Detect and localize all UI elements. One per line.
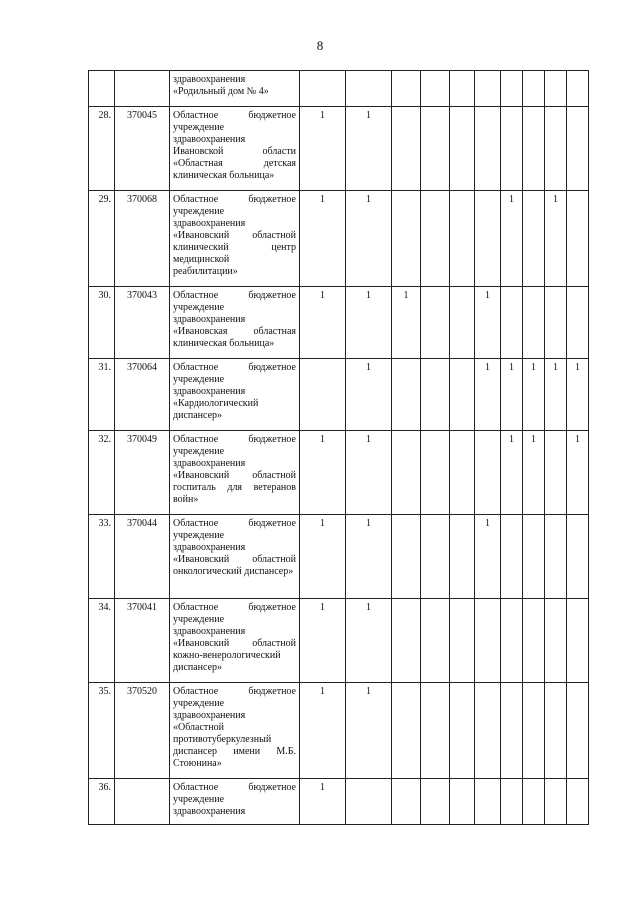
value-cell: 1 bbox=[300, 107, 346, 191]
row-number-cell: 28. bbox=[89, 107, 115, 191]
value-cell: 1 bbox=[545, 191, 567, 287]
value-cell: 1 bbox=[300, 515, 346, 599]
row-number-cell: 29. bbox=[89, 191, 115, 287]
value-cell: 1 bbox=[346, 287, 392, 359]
value-cell bbox=[392, 431, 421, 515]
value-cell bbox=[421, 191, 450, 287]
value-cell bbox=[392, 599, 421, 683]
value-cell bbox=[346, 71, 392, 107]
value-cell bbox=[392, 359, 421, 431]
table-row bbox=[89, 599, 589, 683]
value-cell bbox=[567, 779, 589, 825]
value-cell: 1 bbox=[523, 359, 545, 431]
value-cell bbox=[475, 599, 501, 683]
value-cell bbox=[450, 779, 475, 825]
value-cell bbox=[545, 287, 567, 359]
value-cell bbox=[475, 71, 501, 107]
institution-name-cell: Областное бюджетное учреждение здравоохранения Ивановской области «Областная детская клиническая больница» bbox=[170, 107, 300, 191]
row-number-cell: 35. bbox=[89, 683, 115, 779]
value-cell: 1 bbox=[346, 431, 392, 515]
row-number-cell: 33. bbox=[89, 515, 115, 599]
institution-code-cell: 370044 bbox=[115, 515, 170, 599]
value-cell bbox=[545, 431, 567, 515]
value-cell: 1 bbox=[300, 683, 346, 779]
value-cell bbox=[421, 683, 450, 779]
institution-code-cell: 370068 bbox=[115, 191, 170, 287]
institution-code-cell: 370520 bbox=[115, 683, 170, 779]
value-cell bbox=[523, 779, 545, 825]
institution-code-cell: 370064 bbox=[115, 359, 170, 431]
value-cell: 1 bbox=[346, 359, 392, 431]
table-row bbox=[89, 107, 589, 191]
table-row bbox=[89, 515, 589, 599]
value-cell: 1 bbox=[346, 683, 392, 779]
institution-name-cell: Областное бюджетное учреждение здравоохранения «Ивановская областная клиническая больница» bbox=[170, 287, 300, 359]
value-cell bbox=[475, 779, 501, 825]
value-cell bbox=[421, 515, 450, 599]
value-cell bbox=[392, 683, 421, 779]
value-cell bbox=[450, 287, 475, 359]
value-cell bbox=[450, 515, 475, 599]
row-number-cell: 30. bbox=[89, 287, 115, 359]
value-cell bbox=[475, 191, 501, 287]
value-cell bbox=[545, 107, 567, 191]
row-number-cell: 31. bbox=[89, 359, 115, 431]
value-cell bbox=[421, 107, 450, 191]
value-cell bbox=[545, 599, 567, 683]
value-cell: 1 bbox=[300, 431, 346, 515]
value-cell bbox=[523, 287, 545, 359]
institution-name-cell: Областное бюджетное учреждение здравоохранения «Кардиологический диспансер» bbox=[170, 359, 300, 431]
value-cell bbox=[392, 107, 421, 191]
institution-code-cell bbox=[115, 779, 170, 825]
value-cell bbox=[545, 683, 567, 779]
value-cell bbox=[450, 191, 475, 287]
value-cell bbox=[501, 599, 523, 683]
row-number-cell bbox=[89, 71, 115, 107]
value-cell: 1 bbox=[346, 515, 392, 599]
row-number-cell: 36. bbox=[89, 779, 115, 825]
table-row bbox=[89, 287, 589, 359]
value-cell bbox=[392, 515, 421, 599]
value-cell bbox=[421, 287, 450, 359]
value-cell bbox=[501, 515, 523, 599]
institution-code-cell: 370043 bbox=[115, 287, 170, 359]
value-cell bbox=[567, 287, 589, 359]
value-cell: 1 bbox=[523, 431, 545, 515]
value-cell bbox=[567, 683, 589, 779]
table-row bbox=[89, 683, 589, 779]
institution-name-cell: Областное бюджетное учреждение здравоохранения «Ивановский областной онкологический диспансер» bbox=[170, 515, 300, 599]
value-cell bbox=[501, 107, 523, 191]
value-cell: 1 bbox=[346, 107, 392, 191]
page-number: 8 bbox=[316, 38, 324, 53]
value-cell bbox=[567, 191, 589, 287]
value-cell bbox=[392, 191, 421, 287]
value-cell bbox=[392, 71, 421, 107]
value-cell bbox=[421, 431, 450, 515]
value-cell bbox=[523, 599, 545, 683]
value-cell bbox=[421, 71, 450, 107]
institution-name-cell: Областное бюджетное учреждение здравоохранения «Областной противотуберкулезный диспансер имени М.Б. Стоюнина» bbox=[170, 683, 300, 779]
table-row bbox=[89, 71, 589, 107]
row-number-cell: 34. bbox=[89, 599, 115, 683]
value-cell: 1 bbox=[392, 287, 421, 359]
value-cell bbox=[567, 515, 589, 599]
value-cell: 1 bbox=[501, 359, 523, 431]
institution-name-cell: здравоохранения «Родильный дом № 4» bbox=[170, 71, 300, 107]
value-cell bbox=[501, 71, 523, 107]
value-cell bbox=[392, 779, 421, 825]
value-cell bbox=[346, 779, 392, 825]
value-cell: 1 bbox=[567, 431, 589, 515]
value-cell bbox=[545, 71, 567, 107]
value-cell bbox=[450, 107, 475, 191]
value-cell: 1 bbox=[475, 287, 501, 359]
value-cell bbox=[545, 515, 567, 599]
table-row bbox=[89, 431, 589, 515]
value-cell bbox=[450, 71, 475, 107]
value-cell bbox=[523, 191, 545, 287]
value-cell bbox=[421, 359, 450, 431]
value-cell bbox=[475, 431, 501, 515]
value-cell: 1 bbox=[346, 599, 392, 683]
value-cell bbox=[450, 599, 475, 683]
value-cell bbox=[567, 599, 589, 683]
value-cell: 1 bbox=[300, 287, 346, 359]
value-cell bbox=[300, 359, 346, 431]
value-cell bbox=[523, 71, 545, 107]
value-cell bbox=[501, 779, 523, 825]
value-cell bbox=[567, 71, 589, 107]
institution-code-cell: 370045 bbox=[115, 107, 170, 191]
value-cell bbox=[501, 287, 523, 359]
value-cell: 1 bbox=[300, 599, 346, 683]
value-cell bbox=[450, 683, 475, 779]
institution-name-cell: Областное бюджетное учреждение здравоохранения «Ивановский областной кожно-венерологический диспансер» bbox=[170, 599, 300, 683]
value-cell: 1 bbox=[545, 359, 567, 431]
value-cell bbox=[300, 71, 346, 107]
institution-name-cell: Областное бюджетное учреждение здравоохранения «Ивановский областной госпиталь для ветеранов войн» bbox=[170, 431, 300, 515]
institutions-table bbox=[88, 70, 589, 825]
value-cell bbox=[523, 107, 545, 191]
value-cell: 1 bbox=[475, 515, 501, 599]
value-cell bbox=[523, 515, 545, 599]
value-cell bbox=[501, 683, 523, 779]
row-number-cell: 32. bbox=[89, 431, 115, 515]
institution-name-cell: Областное бюджетное учреждение здравоохранения bbox=[170, 779, 300, 825]
table-row bbox=[89, 191, 589, 287]
value-cell bbox=[450, 359, 475, 431]
value-cell bbox=[475, 107, 501, 191]
value-cell: 1 bbox=[501, 431, 523, 515]
value-cell bbox=[475, 683, 501, 779]
table-row bbox=[89, 779, 589, 825]
value-cell bbox=[421, 779, 450, 825]
institution-code-cell bbox=[115, 71, 170, 107]
value-cell: 1 bbox=[300, 191, 346, 287]
value-cell bbox=[450, 431, 475, 515]
institution-code-cell: 370041 bbox=[115, 599, 170, 683]
value-cell: 1 bbox=[567, 359, 589, 431]
institution-name-cell: Областное бюджетное учреждение здравоохранения «Ивановский областной клинический центр медицинской реабилитации» bbox=[170, 191, 300, 287]
value-cell bbox=[545, 779, 567, 825]
value-cell: 1 bbox=[475, 359, 501, 431]
value-cell: 1 bbox=[501, 191, 523, 287]
value-cell bbox=[567, 107, 589, 191]
value-cell bbox=[421, 599, 450, 683]
table-row bbox=[89, 359, 589, 431]
institution-code-cell: 370049 bbox=[115, 431, 170, 515]
value-cell: 1 bbox=[300, 779, 346, 825]
value-cell: 1 bbox=[346, 191, 392, 287]
value-cell bbox=[523, 683, 545, 779]
